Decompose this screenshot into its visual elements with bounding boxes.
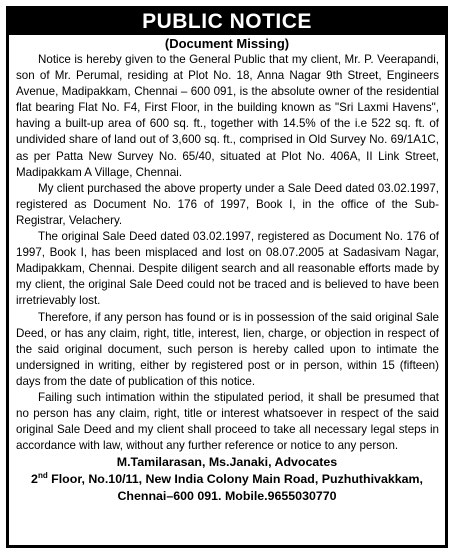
paragraph-failing: Failing such intimation within the stipulated period, it shall be presumed that no person has any claim, right, title or interest whatsoever in respect of the said original Sale Deed and my client shall proceed to take all necessary legal steps in accordance with law, without any further reference or notice to any person. [16,390,439,453]
address-line-2: Chennai–600 091. [117,489,222,504]
paragraph-loss: The original Sale Deed dated 03.02.1997, registered as Document No. 176 of 1997, Book I, has been misplaced and lost on 08.07.2005 at Sadasivam Nagar, Madipakkam, Chennai. Despite diligent search and all reasonable efforts made by my client, the original Sale Deed could not be traced and is believed to have been irretrievably lost. [16,230,439,308]
notice-title: PUBLIC NOTICE [9,9,445,35]
public-notice [6,6,448,548]
floor-number: 2 [31,472,38,487]
paragraph-claims: Therefore, if any person has found or is in possession of the said original Sale Deed, or has any claim, right, title, interest, lien, charge, or objection in respect of the said original document, such person is hereby called upon to intimate the undersigned in writing, either by registered post or in person, within 15 (fifteen) days from the date of publication of this notice. [16,310,439,388]
signature-advocates-line [13,454,441,471]
advocate-role: Advocates [274,455,338,470]
floor-ordinal: nd [37,471,48,481]
signature-city-line [13,488,441,505]
signature-block [9,454,445,505]
signature-address-line [13,471,441,488]
notice-body [9,52,445,454]
advocate-names: M.Tamilarasan, Ms.Janaki, [116,455,272,470]
mobile-number: Mobile.9655030770 [224,489,337,504]
notice-subtitle: (Document Missing) [164,36,290,51]
paragraph-ownership: Notice is hereby given to the General Public that my client, Mr. P. Veerapandi, son of Mr. Perumal, residing at Plot No. 18, Anna Nagar 9th Street, Engineers Avenue, Madipakkam, Chennai – 600 091, is the absolute owner of the residential flat bearing Flat No. F4, First Floor, in the building known as "Sri Laxmi Havens", having a built-up area of 600 sq. ft., together with 14.5% of the i.e 522 sq. ft. of undivided share of land out of 3,600 sq. ft., comprised in Old Survey No. 69/1A1C, as per Patta New Survey No. 65/40, situated at Plot No. 406A, II Link Street, Madipakkam A Village, Chennai. [16,53,439,179]
address-line-1: Floor, No.10/11, New India Colony Main Road, Puzhuthivakkam, [51,472,423,487]
paragraph-purchase: My client purchased the above property under a Sale Deed dated 03.02.1997, registered as Document No. 176 of 1997, Book I, in the office of the Sub-Registrar, Velachery. [16,181,439,227]
